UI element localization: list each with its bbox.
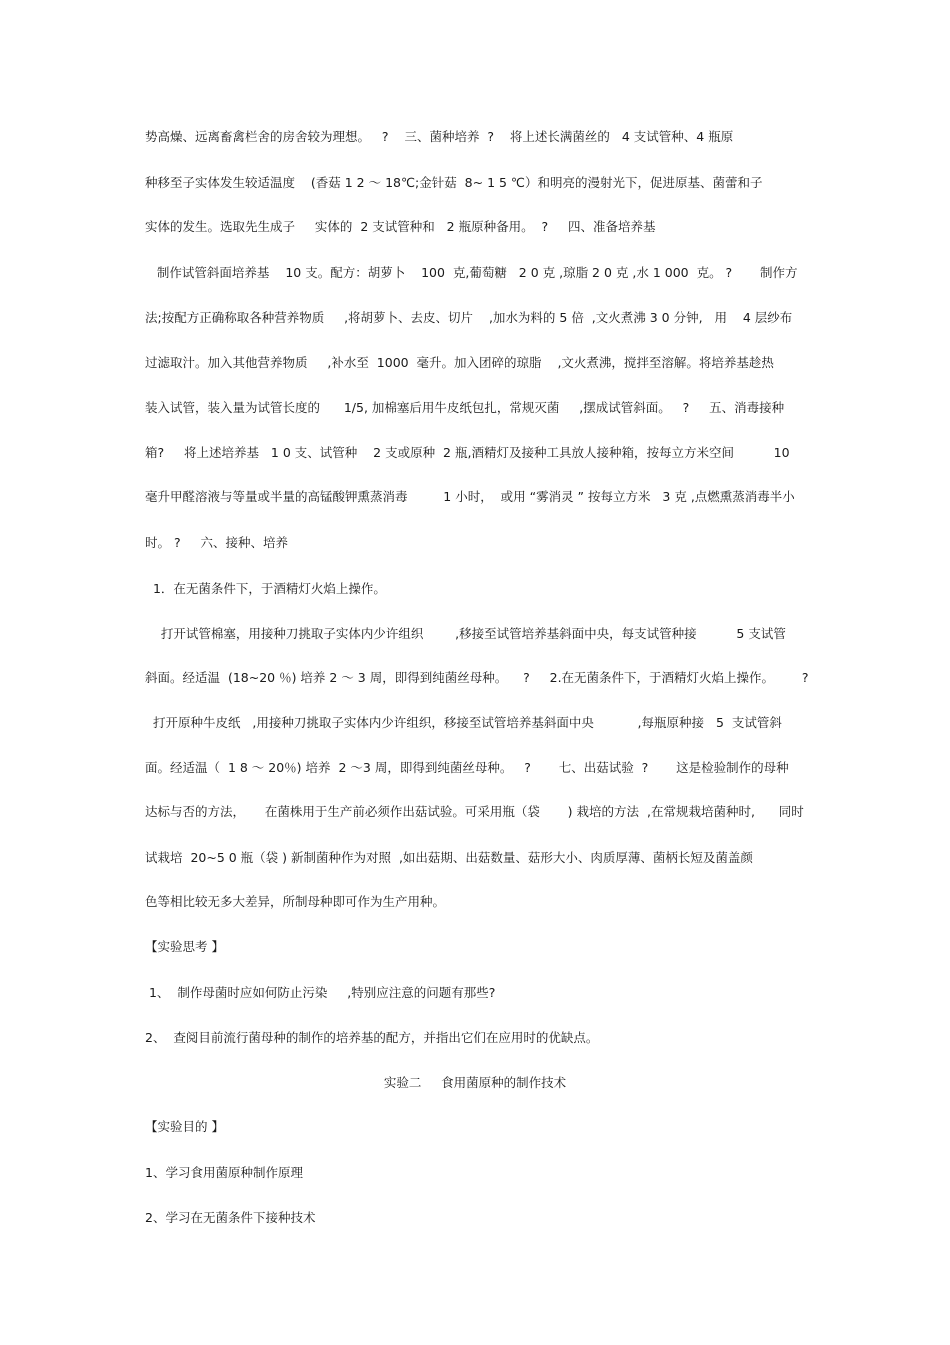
text-line: 势高燥、远离畜禽栏舍的房舍较为理想。 ? 三、菌种培养 ? 将上述长满菌丝的 4 支试管种、4 瓶原 <box>145 129 734 144</box>
text-line: 法;按配方正确称取各种营养物质 ,将胡萝卜、去皮、切片 ,加水为料的 5 倍 ,文火煮沸 3 0 分钟, 用 4 层纱布 <box>145 310 793 325</box>
text-line: 装入试管，装入量为试管长度的 1/5, 加棉塞后用牛皮纸包扎，常规灭菌 ,摆成试管斜面。 ? 五、消毒接种 <box>145 400 785 415</box>
text-line: 实体的发生。选取先生成子 实体的 2 支试管种和 2 瓶原种备用。 ? 四、准备培养基 <box>145 219 656 234</box>
section-heading: 【实验目的 】 <box>145 1119 224 1134</box>
text-line: 面。经适温（ 1 8 ～ 20％) 培养 2 ～3 周，即得到纯菌丝母种。 ? 七、出菇试验 ? 这是检验制作的母种 <box>145 760 789 775</box>
question-item: 1、 制作母菌时应如何防止污染 ,特别应注意的问题有那些? <box>145 985 496 1000</box>
text-line: 试栽培 20~5 0 瓶（袋 ) 新制菌种作为对照 ,如出菇期、出菇数量、菇形大小、肉质厚薄、菌柄长短及菌盖颜 <box>145 850 753 865</box>
text-line: 打开试管棉塞，用接种刀挑取子实体内少许组织 ,移接至试管培养基斜面中央，每支试管种接 5 支试管 <box>145 626 786 641</box>
section-heading: 【实验思考 】 <box>145 939 224 954</box>
text-line: 毫升甲醛溶液与等量或半量的高锰酸钾熏蒸消毒 1 小时， 或用 “雾消灵 ” 按每立方米 3 克 ,点燃熏蒸消毒半小 <box>145 489 795 504</box>
question-item: 2、 查阅目前流行菌母种的制作的培养基的配方，并指出它们在应用时的优缺点。 <box>145 1030 599 1045</box>
experiment-title: 实验二 食用菌原种的制作技术 <box>383 1075 567 1090</box>
objective-item: 2、学习在无菌条件下接种技术 <box>145 1210 316 1225</box>
text-line: 色等相比较无多大差异，所制母种即可作为生产用种。 <box>145 894 446 909</box>
text-line: 制作试管斜面培养基 10 支。配方：胡萝卜 100 克,葡萄糖 2 0 克 ,琼脂 2 0 克 ,水 1 000 克。 ? 制作方 <box>145 265 798 280</box>
text-line: 达标与否的方法， 在菌株用于生产前必须作出菇试验。可采用瓶（袋 ) 栽培的方法 ,在常规栽培菌种时, 同时 <box>145 804 804 819</box>
text-line: 种移至子实体发生较适温度 (香菇 1 2 ～ 18℃;金针菇 8~ 1 5 ℃）和明亮的漫射光下，促进原基、菌蕾和子 <box>145 175 763 190</box>
text-line: 斜面。经适温 (18~20 ％) 培养 2 ～ 3 周，即得到纯菌丝母种。 ? 2.在无菌条件下，于酒精灯火焰上操作。 ? <box>145 670 809 685</box>
objective-item: 1、学习食用菌原种制作原理 <box>145 1165 303 1180</box>
text-line: 时。 ? 六、接种、培养 <box>145 535 288 550</box>
text-line: 箱? 将上述培养基 1 0 支、试管种 2 支或原种 2 瓶,酒精灯及接种工具放人接种箱，按每立方米空间 10 <box>145 445 790 460</box>
text-line: 1．在无菌条件下，于酒精灯火焰上操作。 <box>145 581 386 596</box>
text-line: 打开原种牛皮纸 ,用接种刀挑取子实体内少许组织，移接至试管培养基斜面中央 ,每瓶原种接 5 支试管斜 <box>145 715 782 730</box>
text-line: 过滤取汁。加入其他营养物质 ,补水至 1000 毫升。加入团碎的琼脂 ,文火煮沸，搅拌至溶解。将培养基趁热 <box>145 355 774 370</box>
